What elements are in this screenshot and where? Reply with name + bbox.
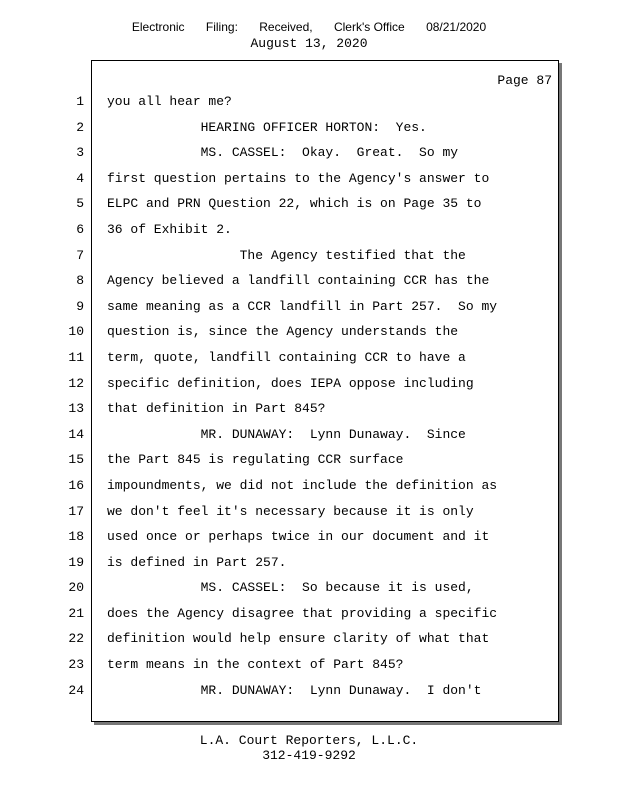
page-number: Page 87 [497,73,552,88]
line-number: 13 [68,401,84,417]
transcript-line: is defined in Part 257. [107,554,287,570]
transcript-line: that definition in Part 845? [107,401,326,417]
transcript-line: specific definition, does IEPA oppose including [107,375,474,391]
transcript-line: MR. DUNAWAY: Lynn Dunaway. I don't [107,682,482,698]
line-number: 7 [76,247,84,263]
line-number: 17 [68,503,84,519]
line-number: 8 [76,273,84,289]
line-number: 15 [68,452,84,468]
line-number: 22 [68,631,84,647]
line-number: 23 [68,657,84,673]
line-number: 4 [76,170,84,186]
line-number: 21 [68,605,84,621]
line-number-column [64,92,84,706]
transcript-line: same meaning as a CCR landfill in Part 257. So my [107,298,498,314]
line-number: 24 [68,682,84,698]
transcript-line: ELPC and PRN Question 22, which is on Page 35 to [107,196,482,212]
line-number: 18 [68,529,84,545]
transcript-line: the Part 845 is regulating CCR surface [107,452,404,468]
transcript-line: definition would help ensure clarity of what that [107,631,490,647]
transcript-line: does the Agency disagree that providing a specific [107,605,498,621]
transcript-line: question is, since the Agency understands the [107,324,459,340]
transcript-line: The Agency testified that the [107,247,466,263]
line-number: 16 [68,477,84,493]
stamp-received: Received, [259,20,313,34]
transcript-text [107,92,547,706]
transcript-line: you all hear me? [107,94,232,109]
line-number: 3 [76,145,84,161]
line-number: 19 [68,554,84,570]
stamp-clerks-office: Clerk's Office [333,20,405,34]
transcript-line: first question pertains to the Agency's answer to [107,170,490,186]
line-number: 9 [76,298,84,314]
transcript-line: we don't feel it's necessary because it is only [107,503,474,519]
transcript-line: MS. CASSEL: So because it is used, [107,580,474,596]
transcript-line: term, quote, landfill containing CCR to have a [107,349,466,365]
stamp-filing: Filing: [205,20,238,34]
line-number: 20 [68,580,84,596]
transcript-line: impoundments, we did not include the definition as [107,477,498,493]
line-number: 12 [68,375,84,391]
line-number: 1 [76,94,84,109]
line-number: 6 [76,221,84,237]
filing-stamp [0,20,618,34]
line-number: 2 [76,119,84,135]
stamp-date: 08/21/2020 [426,20,487,34]
transcript-line: MS. CASSEL: Okay. Great. So my [107,145,459,161]
line-number: 10 [68,324,84,340]
reporter-company: L.A. Court Reporters, L.L.C. [199,733,419,748]
line-number: 5 [76,196,84,212]
transcript-line: HEARING OFFICER HORTON: Yes. [107,119,427,135]
transcript-line: used once or perhaps twice in our document and it [107,529,490,545]
transcript-line: MR. DUNAWAY: Lynn Dunaway. Since [107,426,466,442]
transcript-line: Agency believed a landfill containing CCR has the [107,273,490,289]
stamp-electronic: Electronic [131,20,185,34]
line-number: 11 [68,349,84,365]
line-number: 14 [68,426,84,442]
hearing-date: August 13, 2020 [250,36,368,51]
reporter-phone: 312-419-9292 [262,748,356,763]
transcript-line: 36 of Exhibit 2. [107,221,232,237]
transcript-line: term means in the context of Part 845? [107,657,404,673]
